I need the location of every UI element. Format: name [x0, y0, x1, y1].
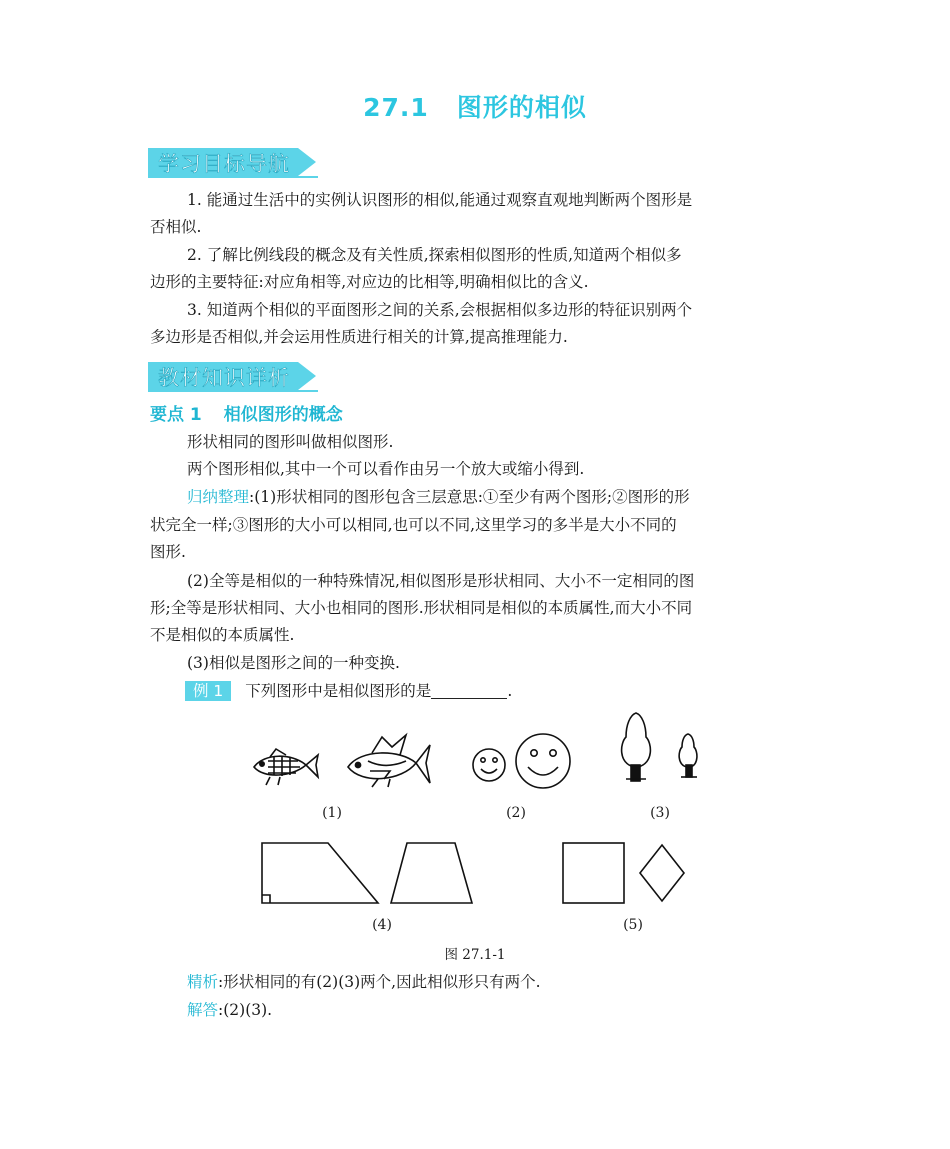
- example-question: 下列图形中是相似图形的是: [245, 682, 432, 700]
- summary-p1-line2: 状完全一样;③图形的大小可以相同,也可以不同,这里学习的多半是大小不同的: [150, 516, 677, 534]
- summary-p2-line1: (2)全等是相似的一种特殊情况,相似图形是形状相同、大小不一定相同的图: [187, 572, 695, 590]
- goal-2-line2: 边形的主要特征:对应角相等,对应边的比相等,明确相似比的含义.: [150, 273, 589, 291]
- answer-blank: [431, 682, 507, 699]
- analysis-label: 精析: [187, 973, 219, 991]
- fish-icon: [348, 735, 430, 787]
- figure-title: 图 27.1-1: [444, 947, 506, 963]
- trapezoid-shape: [391, 843, 472, 903]
- smiley-face-icon: [516, 734, 570, 788]
- definition-2: 两个图形相似,其中一个可以看作由另一个放大或缩小得到.: [187, 460, 585, 478]
- summary-p2-line3: 不是相似的本质属性.: [150, 626, 295, 644]
- goal-2-line1: 2. 了解比例线段的概念及有关性质,探索相似图形的性质,知道两个相似多: [187, 246, 682, 264]
- banner-underline: [148, 176, 318, 178]
- caption-1: (1): [322, 805, 342, 821]
- rhombus-shape: [640, 845, 684, 901]
- definition-1: 形状相同的图形叫做相似图形.: [187, 433, 394, 451]
- smiley-face-icon: [473, 749, 505, 781]
- example-end: .: [507, 682, 513, 700]
- caption-4: (4): [372, 917, 392, 933]
- knowledge-banner: [148, 360, 318, 392]
- goal-1-line1: 1. 能通过生活中的实例认识图形的相似,能通过观察直观地判断两个图形是: [187, 191, 693, 209]
- example-tag: 例 1: [185, 681, 231, 701]
- tree-icon: [679, 734, 697, 777]
- answer-label: 解答: [187, 1001, 219, 1019]
- answer-text: :(2)(3).: [218, 1001, 273, 1019]
- goal-3-line2: 多边形是否相似,并会运用性质进行相关的计算,提高推理能力.: [150, 328, 568, 346]
- goal-1-line2: 否相似.: [150, 218, 202, 236]
- square-shape: [563, 843, 624, 903]
- point-title: 相似图形的概念: [223, 405, 343, 425]
- example-1: [185, 681, 512, 701]
- caption-2: (2): [506, 805, 526, 821]
- summary-p1-text: :(1)形状相同的图形包含三层意思:①至少有两个图形;②图形的形: [249, 488, 690, 506]
- section-title: 图形的相似: [456, 93, 587, 122]
- trapezoid-shape: [262, 843, 378, 903]
- goals-banner: [148, 146, 318, 178]
- goals-banner-label: 学习目标导航: [158, 152, 290, 176]
- goal-3-line1: 3. 知道两个相似的平面图形之间的关系,会根据相似多边形的特征识别两个: [187, 301, 693, 319]
- page-title: [0, 88, 950, 124]
- answer: [187, 1000, 272, 1020]
- tree-icon: [622, 713, 651, 781]
- summary-label: 归纳整理: [187, 488, 250, 506]
- knowledge-banner-label: 教材知识详析: [158, 366, 290, 390]
- caption-5: (5): [623, 917, 643, 933]
- analysis: [187, 972, 541, 992]
- banner-underline: [148, 390, 318, 392]
- summary-p1-line3: 图形.: [150, 543, 186, 561]
- summary-p3-line1: (3)相似是图形之间的一种变换.: [187, 654, 400, 672]
- caption-3: (3): [650, 805, 670, 821]
- point-label: 要点 1: [150, 405, 202, 425]
- summary-p1-line1: [187, 487, 690, 507]
- fish-icon: [254, 749, 318, 785]
- summary-p2-line2: 形;全等是形状相同、大小也相同的图形.形状相同是相似的本质属性,而大小不同: [150, 599, 693, 617]
- point-heading: [150, 400, 343, 425]
- analysis-text: :形状相同的有(2)(3)两个,因此相似形只有两个.: [218, 973, 541, 991]
- section-number: 27.1: [363, 93, 429, 122]
